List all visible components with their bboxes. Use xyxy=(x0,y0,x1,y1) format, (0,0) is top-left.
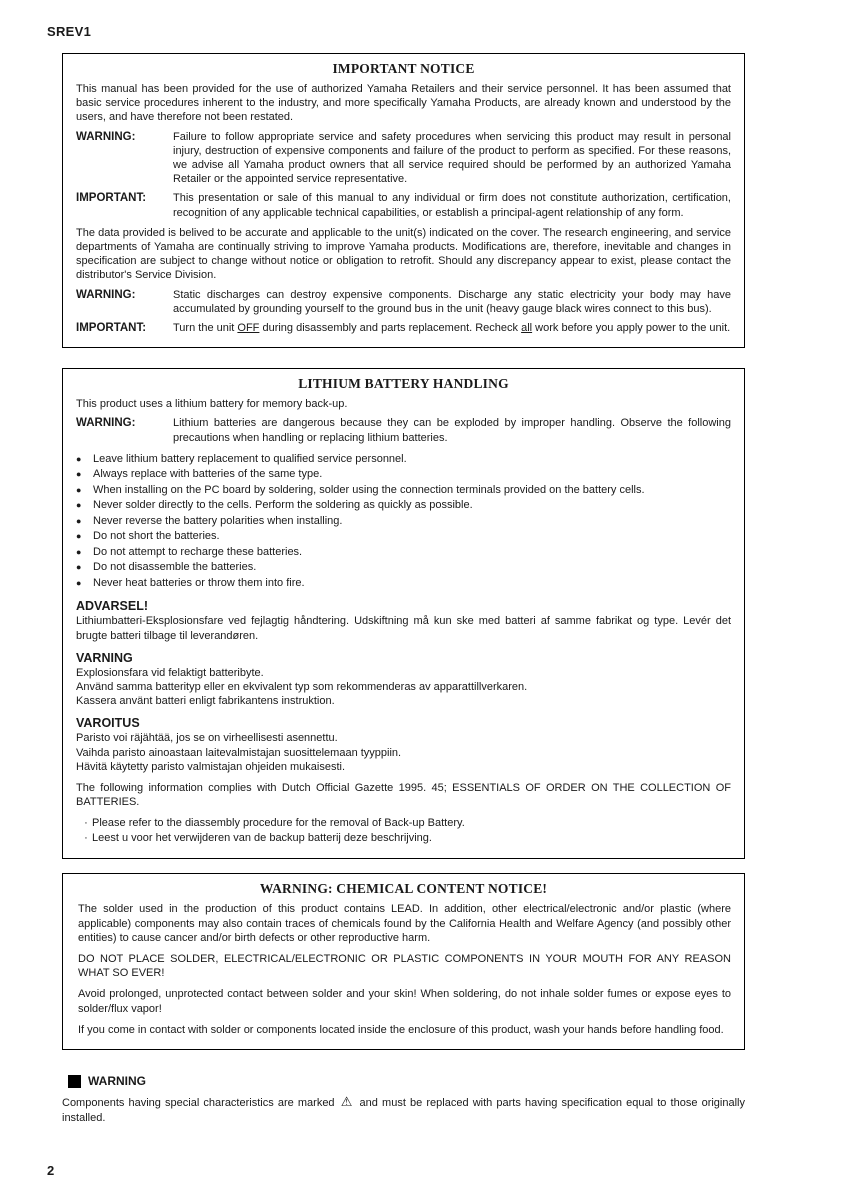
list-item xyxy=(76,545,731,561)
bullet-icon: ● xyxy=(76,453,82,464)
bullet-icon: ● xyxy=(76,546,82,557)
advarsel-text: Lithiumbatteri-Eksplosionsfare ved fejlagtig håndtering. Udskiftning må kun ske med batteri af samme fabrikat og type. Levér det brugte batteri tilbage til leverandøren. xyxy=(76,615,731,642)
warning-label: WARNING: xyxy=(76,288,136,301)
list-item xyxy=(76,483,731,499)
chemical-para2: DO NOT PLACE SOLDER, ELECTRICAL/ELECTRONIC OR PLASTIC COMPONENTS IN YOUR MOUTH FOR ANY REASON WHAT SO EVER! xyxy=(78,953,731,980)
list-item xyxy=(76,452,731,468)
important-notice-box xyxy=(62,53,745,348)
warning-text: Failure to follow appropriate service and safety procedures when servicing this product may result in personal injury, destruction of expensive components and failure of the product to perform as specified. For these reasons, we advise all Yamaha product owners that all service required should be performed by an authorized Yamaha Retailer or the appointed service representative. xyxy=(173,130,731,186)
black-square-icon xyxy=(68,1075,81,1088)
bullet-icon: ● xyxy=(76,562,82,573)
bullet-icon: ● xyxy=(76,469,82,480)
list-item-text: Do not short the batteries. xyxy=(93,530,220,543)
varoitus-line: Vaihda paristo ainoastaan laitevalmistajan suosittelemaan tyyppiin. xyxy=(76,746,402,759)
list-item-text: Please refer to the diassembly procedure for the removal of Back-up Battery. xyxy=(92,817,465,830)
underlined-all-text: all xyxy=(521,322,533,335)
list-item xyxy=(76,514,731,530)
list-item-text: Leest u voor het verwijderen van de backup batterij deze beschrijving. xyxy=(92,832,432,845)
battery-note-list xyxy=(80,816,731,846)
varning-line: Använd samma batterityp eller en ekvivalent typ som rekommenderas av apparattillverkaren. xyxy=(76,680,528,693)
list-item xyxy=(76,576,731,592)
underlined-off-text: OFF xyxy=(237,322,260,335)
advarsel-heading: ADVARSEL! xyxy=(76,599,148,614)
lithium-battery-box xyxy=(62,368,745,859)
warning-row xyxy=(76,130,731,187)
important-notice-para2: The data provided is belived to be accurate and applicable to the unit(s) indicated on the cover. The research engineering, and service departments of Yamaha are continually striving to improve Yamaha products. Modifications are, therefore, inevitable and changes in specification are subject to change without notice or obligation to retrofit. Should any discrepancy appear to exist, please contact the distributor's Service Division. xyxy=(76,226,731,282)
important-text xyxy=(173,321,731,335)
varning-line: Kassera använt batteri enligt fabrikantens instruktion. xyxy=(76,695,335,708)
bullet-icon: ● xyxy=(76,531,82,542)
important-notice-title: IMPORTANT NOTICE xyxy=(332,61,475,76)
chemical-para4: If you come in contact with solder or components located inside the enclosure of this product, wash your hands before handling food. xyxy=(78,1023,724,1036)
bullet-icon: ● xyxy=(76,484,82,495)
list-item xyxy=(76,467,731,483)
list-item xyxy=(80,831,731,846)
varning-heading: VARNING xyxy=(76,650,133,665)
bottom-warning-text xyxy=(62,1095,745,1125)
list-item xyxy=(76,498,731,514)
chemical-notice-box xyxy=(62,873,745,1050)
important-text-segment: Turn the unit xyxy=(173,322,238,335)
warning-row xyxy=(76,416,731,444)
warning-text-segment: Components having special characteristics are marked xyxy=(62,1097,339,1110)
warning-label: WARNING: xyxy=(76,417,136,430)
page-number: 2 xyxy=(47,1163,55,1178)
dot-bullet-icon: · xyxy=(84,832,88,845)
warning-text: Lithium batteries are dangerous because they can be exploded by improper handling. Observe the following precautions when handling or replacing lithium batteries. xyxy=(173,417,731,444)
varoitus-line: Hävitä käytetty paristo valmistajan ohjeiden mukaisesti. xyxy=(76,760,346,773)
bottom-warning-section xyxy=(62,1074,745,1125)
chemical-notice-title: WARNING: CHEMICAL CONTENT NOTICE! xyxy=(259,881,548,897)
warning-label: WARNING: xyxy=(76,130,136,143)
list-item-text: Do not disassemble the batteries. xyxy=(93,561,257,574)
bottom-warning-header xyxy=(68,1074,745,1088)
dutch-gazette-para: The following information complies with Dutch Official Gazette 1995. 45; ESSENTIALS OF ORDER ON THE COLLECTION OF BATTERIES. xyxy=(76,781,731,809)
bullet-icon: ● xyxy=(76,577,82,588)
list-item xyxy=(80,816,731,831)
bullet-icon: ● xyxy=(76,500,82,511)
important-notice-para1: This manual has been provided for the use of authorized Yamaha Retailers and their service personnel. It has been assumed that basic service procedures inherent to the industry, and more specifically Yamaha Products, are already known and understood by the users, and have therefore not been restated. xyxy=(76,83,731,124)
list-item-text: When installing on the PC board by soldering, solder using the connection terminals provided on the battery cells. xyxy=(93,483,645,496)
lithium-precaution-list xyxy=(76,452,731,592)
important-text-segment: work before you apply power to the unit. xyxy=(532,322,731,335)
important-label: IMPORTANT: xyxy=(76,322,147,335)
list-item-text: Always replace with batteries of the same type. xyxy=(93,468,323,481)
important-row xyxy=(76,191,731,219)
important-label: IMPORTANT: xyxy=(76,192,147,205)
list-item-text: Never reverse the battery polarities when installing. xyxy=(93,514,343,527)
important-text: This presentation or sale of this manual to any individual or firm does not constitute authorization, certification, recognition of any applicable technical capabilities, or establish a principal-agent relationship of any form. xyxy=(173,192,731,219)
list-item-text: Never solder directly to the cells. Perform the soldering as quickly as possible. xyxy=(93,499,473,512)
warning-text-segment: and must be replaced with parts having specification equal to those originally installed. xyxy=(62,1097,745,1124)
chemical-para3: Avoid prolonged, unprotected contact between solder and your skin! When soldering, do not inhale solder fumes or expose eyes to solder/flux vapor! xyxy=(78,988,731,1015)
lithium-intro: This product uses a lithium battery for memory back-up. xyxy=(76,398,348,411)
warning-triangle-icon: ⚠ xyxy=(340,1094,354,1110)
warning-text: Static discharges can destroy expensive components. Discharge any static electricity your body may have accumulated by grounding yourself to the ground bus in the unit (heavy gauge black wires connect to this bus). xyxy=(173,288,731,315)
varning-line: Explosionsfara vid felaktigt batteribyte. xyxy=(76,666,264,679)
warning-row xyxy=(76,288,731,316)
important-row xyxy=(76,321,731,335)
important-text-segment: during disassembly and parts replacement. Recheck xyxy=(259,322,522,335)
list-item-text: Leave lithium battery replacement to qualified service personnel. xyxy=(93,452,407,465)
bullet-icon: ● xyxy=(76,515,82,526)
dot-bullet-icon: · xyxy=(84,817,88,830)
varoitus-line: Paristo voi räjähtää, jos se on virheellisesti asennettu. xyxy=(76,732,338,745)
bottom-warning-label: WARNING xyxy=(88,1074,146,1089)
list-item xyxy=(76,529,731,545)
list-item-text: Never heat batteries or throw them into fire. xyxy=(93,576,305,589)
lithium-battery-title: LITHIUM BATTERY HANDLING xyxy=(298,376,509,392)
list-item xyxy=(76,560,731,576)
chemical-para1: The solder used in the production of this product contains LEAD. In addition, other electrical/electronic and/or plastic (where applicable) components may also contain traces of chemicals found by the California Health and Welfare Agency (and possibly other entities) to cause cancer and/or birth defects or other reproductive harm. xyxy=(78,903,731,944)
varoitus-heading: VAROITUS xyxy=(76,716,140,731)
list-item-text: Do not attempt to recharge these batteries. xyxy=(93,545,303,558)
page-header: SREV1 xyxy=(47,24,92,39)
